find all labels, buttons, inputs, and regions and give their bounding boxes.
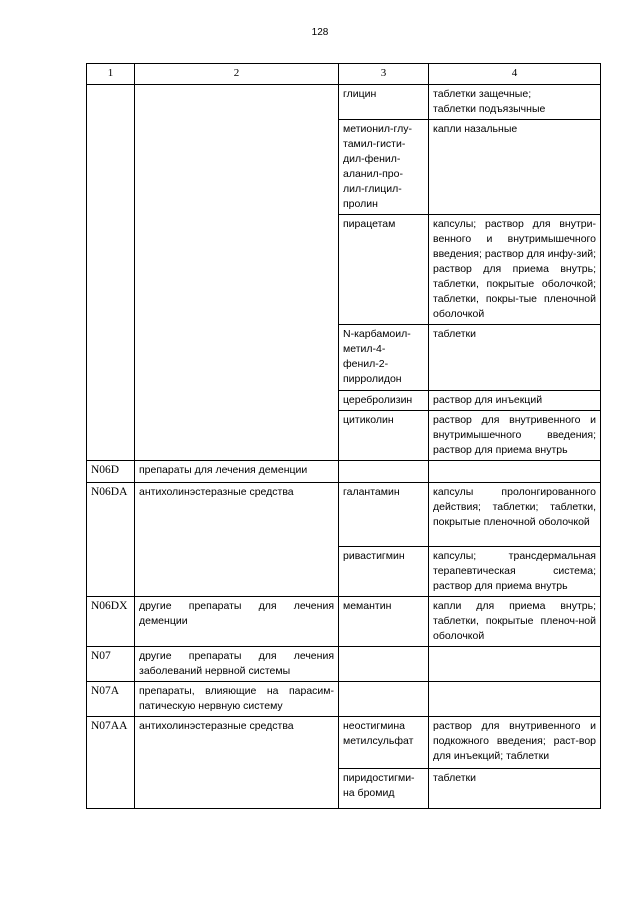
- atc-code-cell: N07: [87, 647, 135, 682]
- form-cell: раствор для инъекций: [429, 391, 601, 411]
- form-cell: капсулы пролонгированного действия; таблетки; таблетки, покрытые пленочной оболочкой: [429, 483, 601, 547]
- form-cell: [429, 647, 601, 682]
- group-cell: [135, 85, 339, 461]
- form-cell: раствор для внутривенного и подкожного введения; раст-вор для инъекций; таблетки: [429, 717, 601, 769]
- column-header-1: 1: [87, 64, 135, 85]
- table-row: [87, 647, 601, 682]
- drug-cell: неостигмина метилсульфат: [339, 717, 429, 769]
- table-row: [87, 461, 601, 483]
- drug-cell: [339, 682, 429, 717]
- atc-code-cell: N07A: [87, 682, 135, 717]
- drug-cell: пиридостигми- на бромид: [339, 769, 429, 809]
- form-cell: раствор для внутривенного и внутримышечного введения; раствор для приема внутрь: [429, 411, 601, 461]
- group-cell: препараты для лечения деменции: [135, 461, 339, 483]
- table-row: [87, 717, 601, 769]
- drug-table: [86, 63, 601, 809]
- drug-cell: N-карбамоил- метил-4- фенил-2- пирролидон: [339, 325, 429, 391]
- atc-code-cell: N07AA: [87, 717, 135, 809]
- table-row: [87, 483, 601, 547]
- column-header-3: 3: [339, 64, 429, 85]
- atc-code-cell: [87, 85, 135, 461]
- form-cell: капли назальные: [429, 120, 601, 215]
- atc-code-cell: N06DA: [87, 483, 135, 597]
- drug-cell: цитиколин: [339, 411, 429, 461]
- form-cell: [429, 682, 601, 717]
- form-cell: таблетки защечные; таблетки подъязычные: [429, 85, 601, 120]
- drug-cell: мемантин: [339, 597, 429, 647]
- drug-cell: пирацетам: [339, 215, 429, 325]
- table-row: [87, 682, 601, 717]
- group-cell: антихолинэстеразные средства: [135, 483, 339, 597]
- drug-cell: [339, 461, 429, 483]
- table-header-row: [87, 64, 601, 85]
- form-cell: капсулы; раствор для внутри-венного и внутримышечного введения; раствор для инфу-зий; раствор для приема внутрь; таблетки, покрытые оболочкой; таблетки, покры-тые пленочной оболочкой: [429, 215, 601, 325]
- drug-cell: [339, 647, 429, 682]
- column-header-4: 4: [429, 64, 601, 85]
- table-row: [87, 597, 601, 647]
- group-cell: препараты, влияющие на парасим-патическую нервную систему: [135, 682, 339, 717]
- group-cell: другие препараты для лечения деменции: [135, 597, 339, 647]
- form-cell: капсулы; трансдермальная терапевтическая система; раствор для приема внутрь: [429, 547, 601, 597]
- atc-code-cell: N06DX: [87, 597, 135, 647]
- drug-cell: глицин: [339, 85, 429, 120]
- drug-cell: галантамин: [339, 483, 429, 547]
- page-number: 128: [311, 27, 329, 38]
- form-cell: таблетки: [429, 769, 601, 809]
- group-cell: антихолинэстеразные средства: [135, 717, 339, 809]
- table-row: [87, 85, 601, 120]
- atc-code-cell: N06D: [87, 461, 135, 483]
- column-header-2: 2: [135, 64, 339, 85]
- drug-cell: метионил-глу- тамил-гисти- дил-фенил- аланил-про- лил-глицил- пролин: [339, 120, 429, 215]
- form-cell: [429, 461, 601, 483]
- form-cell: капли для приема внутрь; таблетки, покрытые пленоч-ной оболочкой: [429, 597, 601, 647]
- group-cell: другие препараты для лечения заболеваний нервной системы: [135, 647, 339, 682]
- form-cell: таблетки: [429, 325, 601, 391]
- drug-cell: ривастигмин: [339, 547, 429, 597]
- drug-cell: церебролизин: [339, 391, 429, 411]
